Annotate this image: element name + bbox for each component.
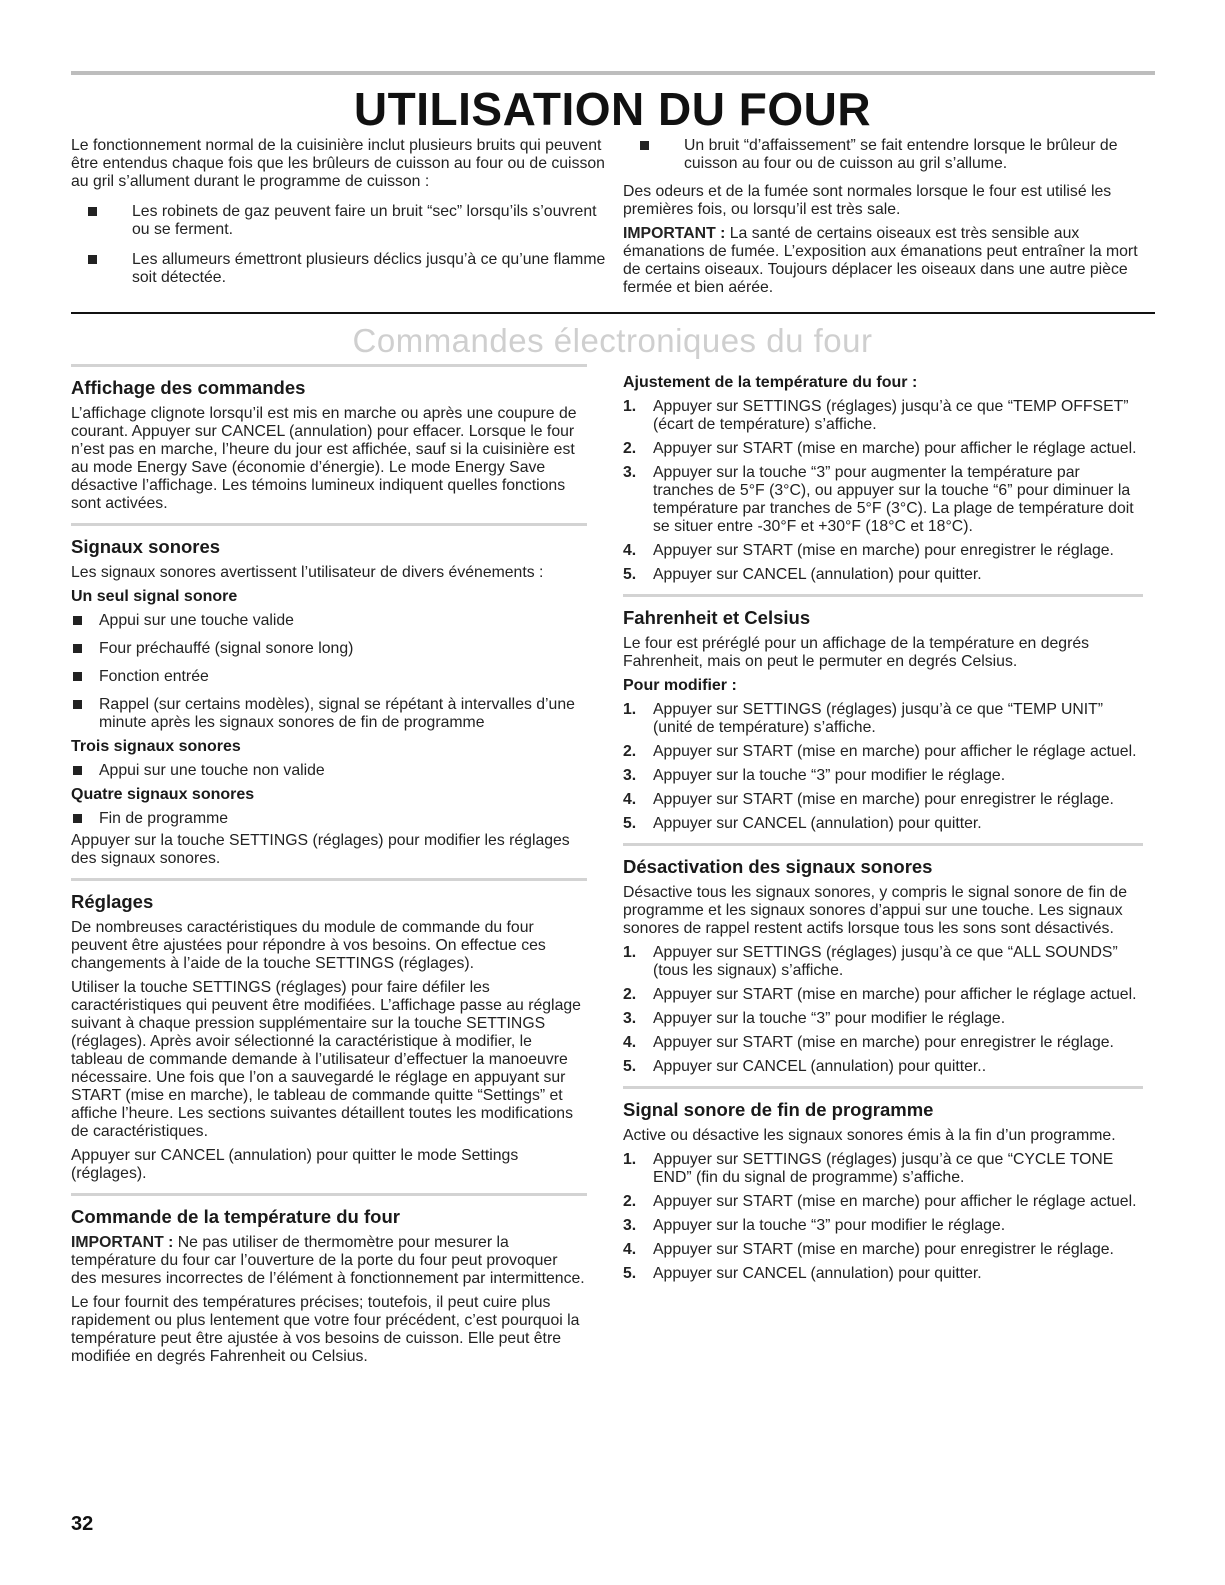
step xyxy=(623,743,1143,761)
important-label: IMPORTANT : xyxy=(623,225,726,242)
step-number: 1. xyxy=(623,701,637,718)
commande-temp-heading: Commande de la température du four xyxy=(71,1206,400,1227)
step-number: 4. xyxy=(623,1241,637,1258)
intro-bullet: Les robinets de gaz peuvent faire un bruit “sec” lorsqu’ils s’ouvrent ou se ferment. xyxy=(71,203,611,239)
affichage-heading: Affichage des commandes xyxy=(71,377,306,398)
list-item: Four préchauffé (signal sonore long) xyxy=(71,640,587,658)
step-text: Appuyer sur SETTINGS (réglages) jusqu’à ce que “TEMP UNIT” (unité de température) s’affiche. xyxy=(653,701,1104,736)
list-item: Fin de programme xyxy=(71,810,587,828)
list-item: Fonction entrée xyxy=(71,668,587,686)
pour-modifier-heading: Pour modifier : xyxy=(623,677,737,694)
step-number: 5. xyxy=(623,815,637,832)
important-note xyxy=(623,225,1143,297)
section-rule xyxy=(623,1086,1143,1089)
important-label: IMPORTANT : xyxy=(71,1234,174,1251)
step-number: 3. xyxy=(623,464,637,481)
step-number: 5. xyxy=(623,566,637,583)
un-seul-heading: Un seul signal sonore xyxy=(71,588,238,605)
intro-right xyxy=(623,137,1143,303)
step-text: Appuyer sur START (mise en marche) pour enregistrer le réglage. xyxy=(653,791,1114,808)
fahrenheit-text: Le four est préréglé pour un affichage de la température en degrés Fahrenheit, mais on peut le permuter en degrés Celsius. xyxy=(623,635,1090,670)
step xyxy=(623,1193,1143,1211)
reglages-p2: Utiliser la touche SETTINGS (réglages) pour faire défiler les caractéristiques qui peuvent être modifiées. L’affichage passe au réglage suivant à chaque pression supplémentaire sur la touche SETTINGS (réglages). Après avoir sélectionné la caractéristique à modifier, le tableau de commande demande à l’utilisateur d’effectuer la manoeuvre nécessaire. Une fois que l’on a sauvegardé le réglage en appuyant sur START (mise en marche), le tableau de commande quitte “Settings” et affiche l’heure. Les sections suivantes détaillent toutes les modifications de caractéristiques. xyxy=(71,979,581,1140)
step xyxy=(623,464,1143,536)
step-number: 2. xyxy=(623,986,637,1003)
step-text: Appuyer sur la touche “3” pour modifier le réglage. xyxy=(653,1010,1006,1027)
step xyxy=(623,1217,1143,1235)
step xyxy=(623,1058,1143,1076)
step-number: 1. xyxy=(623,1151,637,1168)
section-rule xyxy=(71,1193,587,1196)
intro-bullet: Un bruit “d’affaissement” se fait entendre lorsque le brûleur de cuisson au four ou de cuisson au gril s’allume. xyxy=(623,137,1143,173)
step-text: Appuyer sur SETTINGS (réglages) jusqu’à ce que “CYCLE TONE END” (fin du signal de programme) s’affiche. xyxy=(653,1151,1114,1186)
trois-heading: Trois signaux sonores xyxy=(71,738,241,755)
signaux-footer: Appuyer sur la touche SETTINGS (réglages) pour modifier les réglages des signaux sonores. xyxy=(71,832,570,867)
list-item: Appui sur une touche valide xyxy=(71,612,587,630)
fahrenheit-heading: Fahrenheit et Celsius xyxy=(623,607,811,628)
step-text: Appuyer sur START (mise en marche) pour afficher le réglage actuel. xyxy=(653,440,1137,457)
step xyxy=(623,398,1143,434)
step xyxy=(623,944,1143,980)
signaux-text: Les signaux sonores avertissent l’utilisateur de divers événements : xyxy=(71,564,544,581)
step-text: Appuyer sur START (mise en marche) pour afficher le réglage actuel. xyxy=(653,743,1137,760)
step-number: 2. xyxy=(623,743,637,760)
step-text: Appuyer sur la touche “3” pour modifier le réglage. xyxy=(653,1217,1006,1234)
step xyxy=(623,1010,1143,1028)
step-text: Appuyer sur la touche “3” pour augmenter la température par tranches de 5°F (3°C), ou appuyer sur la touche “6” pour diminuer la température par tranches de 5°F (3°C). La plage de température doit se situer entre -30°F et +30°F (18°C et 18°C). xyxy=(653,464,1134,535)
step-text: Appuyer sur START (mise en marche) pour enregistrer le réglage. xyxy=(653,1241,1114,1258)
affichage-text: L’affichage clignote lorsqu’il est mis en marche ou après une coupure de courant. Appuyer sur CANCEL (annulation) pour effacer. Lorsque le four n’est pas en marche, l’heure du jour est affichée, sauf si la cuisinière est au mode Energy Save (économie d’énergie). Le mode Energy Save désactive l’affichage. Les témoins lumineux indiquent quelles fonctions sont activées. xyxy=(71,405,577,512)
step-text: Appuyer sur START (mise en marche) pour afficher le réglage actuel. xyxy=(653,1193,1137,1210)
section-rule xyxy=(71,364,587,367)
step-text: Appuyer sur START (mise en marche) pour afficher le réglage actuel. xyxy=(653,986,1137,1003)
step xyxy=(623,701,1143,737)
step-number: 2. xyxy=(623,1193,637,1210)
step-number: 4. xyxy=(623,1034,637,1051)
section-rule xyxy=(71,523,587,526)
step xyxy=(623,542,1143,560)
section-divider xyxy=(71,312,1155,314)
step-number: 4. xyxy=(623,791,637,808)
step-text: Appuyer sur CANCEL (annulation) pour quitter. xyxy=(653,815,982,832)
step-number: 1. xyxy=(623,944,637,961)
step xyxy=(623,440,1143,458)
important-text: Ne pas utiliser de thermomètre pour mesurer la température du four car l’ouverture de la porte du four peut provoquer des mesures incorrectes de l’élément à fonctionnement par intermittence. xyxy=(71,1234,585,1287)
intro-left xyxy=(71,137,611,299)
list-item: Rappel (sur certains modèles), signal se répétant à intervalles d’une minute après les signaux sonores de fin de programme xyxy=(71,696,587,732)
step-number: 2. xyxy=(623,440,637,457)
step-number: 5. xyxy=(623,1058,637,1075)
page-number: 32 xyxy=(71,1513,94,1535)
step-text: Appuyer sur SETTINGS (réglages) jusqu’à ce que “ALL SOUNDS” (tous les signaux) s’affiche. xyxy=(653,944,1118,979)
list-item: Appui sur une touche non valide xyxy=(71,762,587,780)
desactivation-text: Désactive tous les signaux sonores, y compris le signal sonore de fin de programme et les signaux sonores d’appui sur une touche. Les signaux sonores de rappel restent actifs lorsque tous les sons sont désactivés. xyxy=(623,884,1128,937)
quatre-heading: Quatre signaux sonores xyxy=(71,786,255,803)
section-rule xyxy=(71,878,587,881)
step-number: 3. xyxy=(623,767,637,784)
step xyxy=(623,1034,1143,1052)
ajustement-heading: Ajustement de la température du four : xyxy=(623,374,918,391)
step-number: 3. xyxy=(623,1010,637,1027)
step-text: Appuyer sur CANCEL (annulation) pour quitter. xyxy=(653,566,982,583)
top-rule xyxy=(71,71,1155,75)
step xyxy=(623,815,1143,833)
commande-temp-important xyxy=(71,1234,587,1288)
step-text: Appuyer sur la touche “3” pour modifier le réglage. xyxy=(653,767,1006,784)
signaux-heading: Signaux sonores xyxy=(71,536,221,557)
fin-programme-text: Active ou désactive les signaux sonores émis à la fin d’un programme. xyxy=(623,1127,1116,1144)
step xyxy=(623,1151,1143,1187)
step-text: Appuyer sur START (mise en marche) pour enregistrer le réglage. xyxy=(653,1034,1114,1051)
intro-text: Le fonctionnement normal de la cuisinière inclut plusieurs bruits qui peuvent être entendus chaque fois que les brûleurs de cuisson au four ou de cuisson au gril s’allument durant le programme de cuisson : xyxy=(71,137,605,190)
reglages-p1: De nombreuses caractéristiques du module de commande du four peuvent être ajustées pour répondre à vos besoins. On effectue ces changements à l’aide de la touche SETTINGS (réglages). xyxy=(71,919,546,972)
step-text: Appuyer sur CANCEL (annulation) pour quitter. xyxy=(653,1265,982,1282)
step xyxy=(623,1241,1143,1259)
step-number: 4. xyxy=(623,542,637,559)
commande-temp-p2: Le four fournit des températures précises; toutefois, il peut cuire plus rapidement ou plus lentement que votre four précédent, c’est pourquoi la température peut être ajustée à vos besoins de cuisson. Elle peut être modifiée en degrés Fahrenheit ou Celsius. xyxy=(71,1294,580,1365)
step xyxy=(623,767,1143,785)
reglages-p3: Appuyer sur CANCEL (annulation) pour quitter le mode Settings (réglages). xyxy=(71,1147,519,1182)
right-column xyxy=(623,374,1143,1289)
section-rule xyxy=(623,594,1143,597)
section-rule xyxy=(623,843,1143,846)
page-title: UTILISATION DU FOUR xyxy=(353,83,872,135)
step-text: Appuyer sur SETTINGS (réglages) jusqu’à ce que “TEMP OFFSET” (écart de température) s’affiche. xyxy=(653,398,1129,433)
step-text: Appuyer sur CANCEL (annulation) pour quitter.. xyxy=(653,1058,987,1075)
step-number: 1. xyxy=(623,398,637,415)
step xyxy=(623,1265,1143,1283)
step xyxy=(623,791,1143,809)
step xyxy=(623,566,1143,584)
step-text: Appuyer sur START (mise en marche) pour enregistrer le réglage. xyxy=(653,542,1114,559)
desactivation-heading: Désactivation des signaux sonores xyxy=(623,856,933,877)
step-number: 3. xyxy=(623,1217,637,1234)
important-text: La santé de certains oiseaux est très sensible aux émanations de fumée. L’exposition aux émanations peut entraîner la mort de certains oiseaux. Toujours déplacer les oiseaux dans une autre pièce fermée et bien aérée. xyxy=(623,225,1138,296)
left-column xyxy=(71,364,587,1372)
section-title: Commandes électroniques du four xyxy=(352,322,873,359)
intro-bullet: Les allumeurs émettront plusieurs déclics jusqu’à ce qu’une flamme soit détectée. xyxy=(71,251,611,287)
step xyxy=(623,986,1143,1004)
reglages-heading: Réglages xyxy=(71,891,154,912)
step-number: 5. xyxy=(623,1265,637,1282)
odors-text: Des odeurs et de la fumée sont normales lorsque le four est utilisé les premières fois, ou lorsqu’il est très sale. xyxy=(623,183,1112,218)
fin-programme-heading: Signal sonore de fin de programme xyxy=(623,1099,934,1120)
